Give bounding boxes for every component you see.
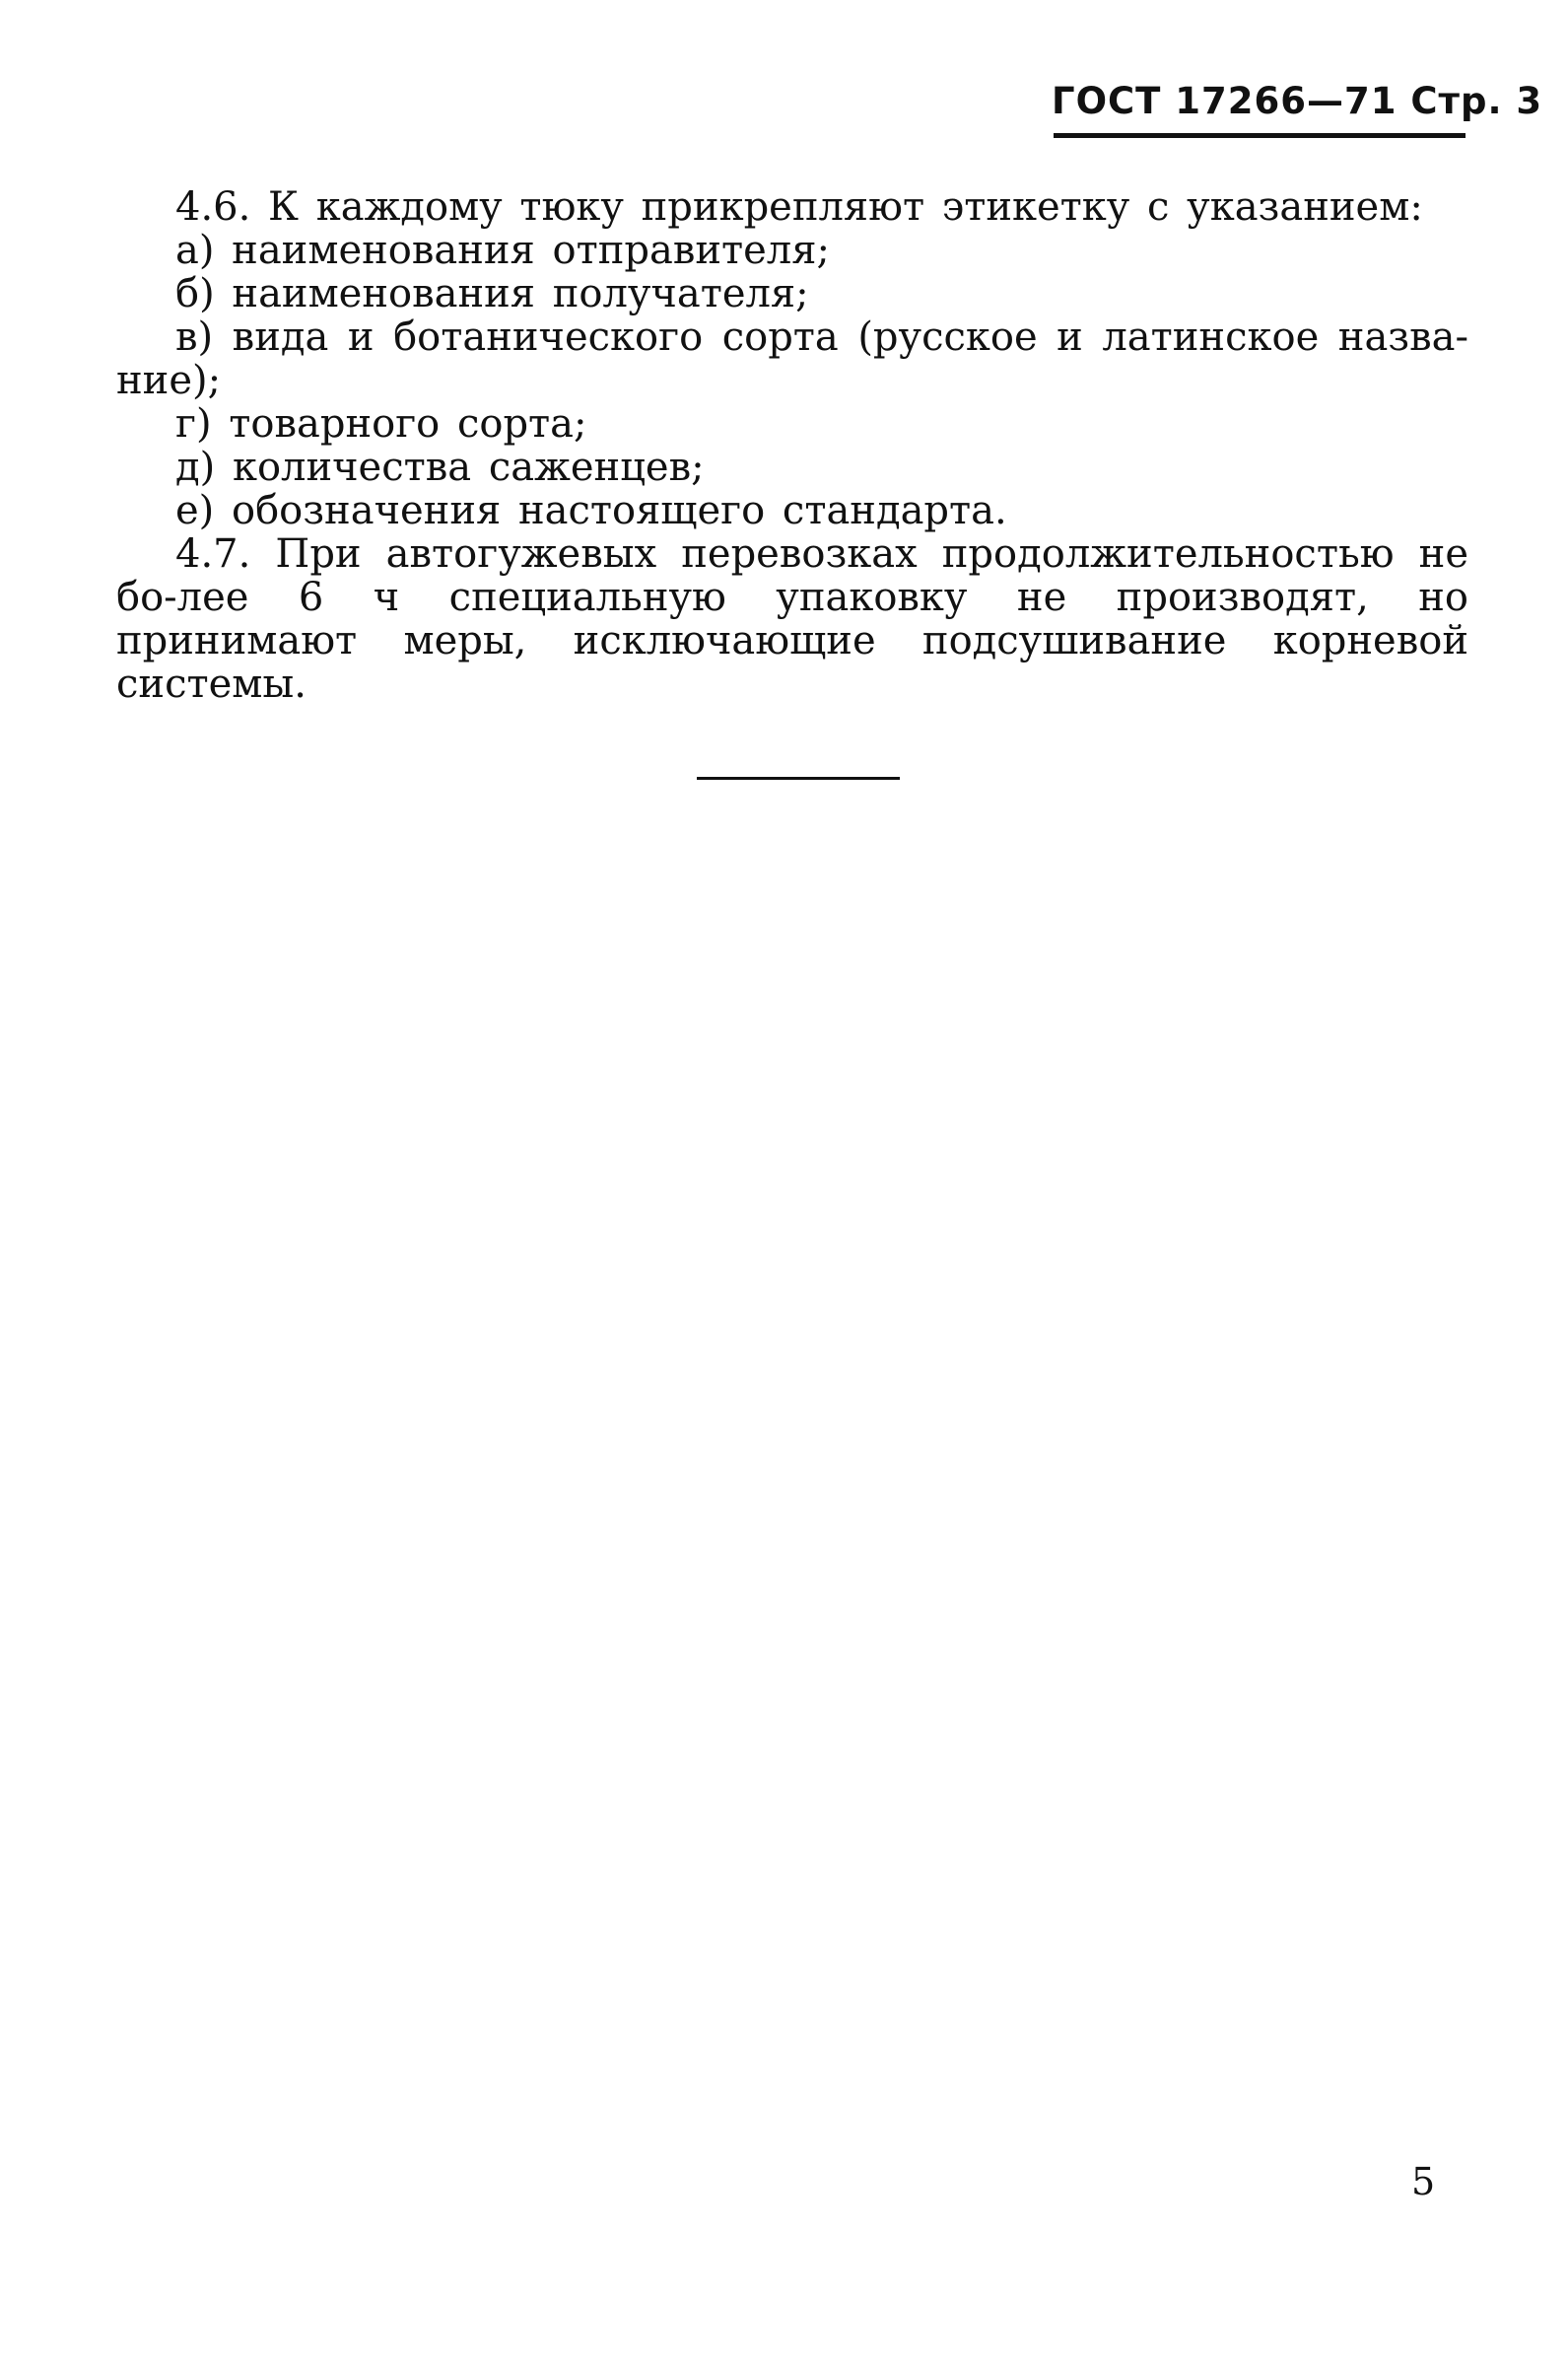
header-underline (1054, 133, 1466, 138)
paragraph-4-6: 4.6. К каждому тюку прикрепляют этикетку с указанием: (175, 184, 1423, 230)
list-item-v: в) вида и ботанического сорта (русское и латинское назва-ние); (116, 314, 1468, 403)
section-end-rule (697, 777, 900, 780)
page-header (1052, 80, 1543, 138)
list-item-d: д) количества саженцев; (175, 445, 705, 490)
document-body (116, 185, 1468, 706)
list-item-e: е) обозначения настоящего стандарта. (175, 488, 1007, 533)
list-item-a: а) наименования отправителя; (175, 228, 830, 273)
paragraph-4-7: 4.7. При автогужевых перевозках продолжительностью не бо-лее 6 ч специальную упаковку не производят, но принимают меры, исключающие подсушивание корневой системы. (116, 531, 1468, 707)
list-item-g: г) товарного сорта; (175, 401, 587, 447)
header-title: ГОСТ 17266—71 Стр. 3 (1052, 80, 1543, 122)
page-number: 5 (1411, 2160, 1436, 2203)
list-item-b: б) наименования получателя; (175, 271, 809, 316)
